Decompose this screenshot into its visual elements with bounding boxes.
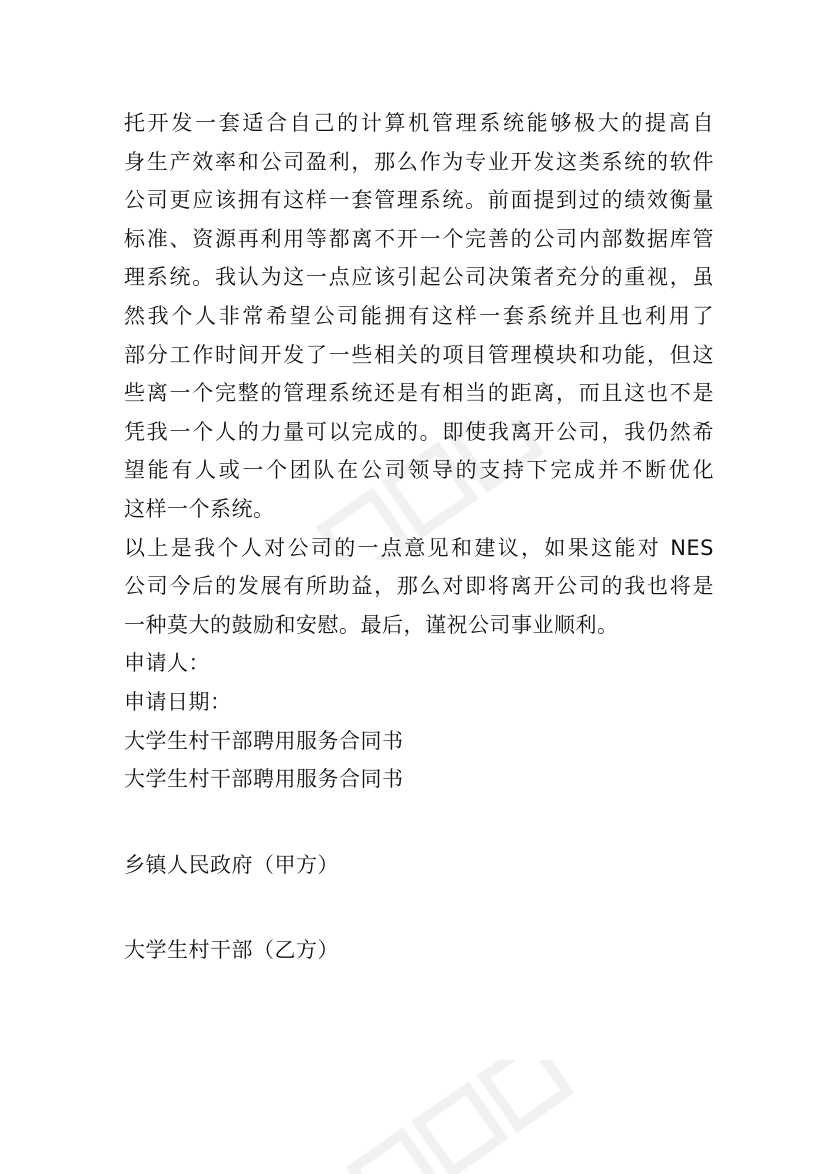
spacer bbox=[124, 799, 714, 846]
watermark-graphic-bottom bbox=[330, 1060, 590, 1174]
text-line: 公司更应该拥有这样一套管理系统。前面提到过的绩效衡量 bbox=[124, 188, 714, 213]
text-line: 标准、资源再利用等都离不开一个完善的公司内部数据库管 bbox=[124, 226, 714, 251]
text-line: 凭我一个人的力量可以完成的。即使我离开公司，我仍然希 bbox=[124, 419, 714, 444]
text-line: 以上是我个人对公司的一点意见和建议，如果这能对 NES bbox=[124, 535, 714, 560]
text-line: 公司今后的发展有所助益，那么对即将离开公司的我也将是 bbox=[124, 574, 714, 599]
text-line: 些离一个完整的管理系统还是有相当的距离，而且这也不是 bbox=[124, 381, 714, 406]
paragraph-resignation-body bbox=[124, 104, 714, 529]
application-date-label: 申请日期： bbox=[124, 689, 232, 714]
document-body bbox=[124, 104, 714, 970]
spacer bbox=[124, 884, 714, 931]
text-line: 望能有人或一个团队在公司领导的支持下完成并不断优化 bbox=[124, 458, 714, 483]
text-line: 身生产效率和公司盈利，那么作为专业开发这类系统的软件 bbox=[124, 149, 714, 174]
text-line: 托开发一套适合自己的计算机管理系统能够极大的提高自 bbox=[124, 111, 714, 135]
text-line: 这样一个系统。 bbox=[124, 496, 275, 521]
text-line: 理系统。我认为这一点应该引起公司决策者充分的重视，虽 bbox=[124, 265, 714, 290]
text-line: 部分工作时间开发了一些相关的项目管理模块和功能，但这 bbox=[124, 342, 714, 367]
party-b-label: 大学生村干部（乙方） bbox=[124, 938, 339, 963]
contract-title: 大学生村干部聘用服务合同书 bbox=[124, 728, 404, 753]
party-a-label: 乡镇人民政府（甲方） bbox=[124, 852, 339, 877]
paragraph-closing-remarks bbox=[124, 529, 714, 645]
contract-title: 大学生村干部聘用服务合同书 bbox=[124, 767, 404, 792]
text-line: 然我个人非常希望公司能拥有这样一套系统并且也利用了 bbox=[124, 303, 714, 328]
text-line: 一种莫大的鼓励和安慰。最后，谨祝公司事业顺利。 bbox=[124, 612, 619, 637]
applicant-label: 申请人： bbox=[124, 651, 210, 676]
